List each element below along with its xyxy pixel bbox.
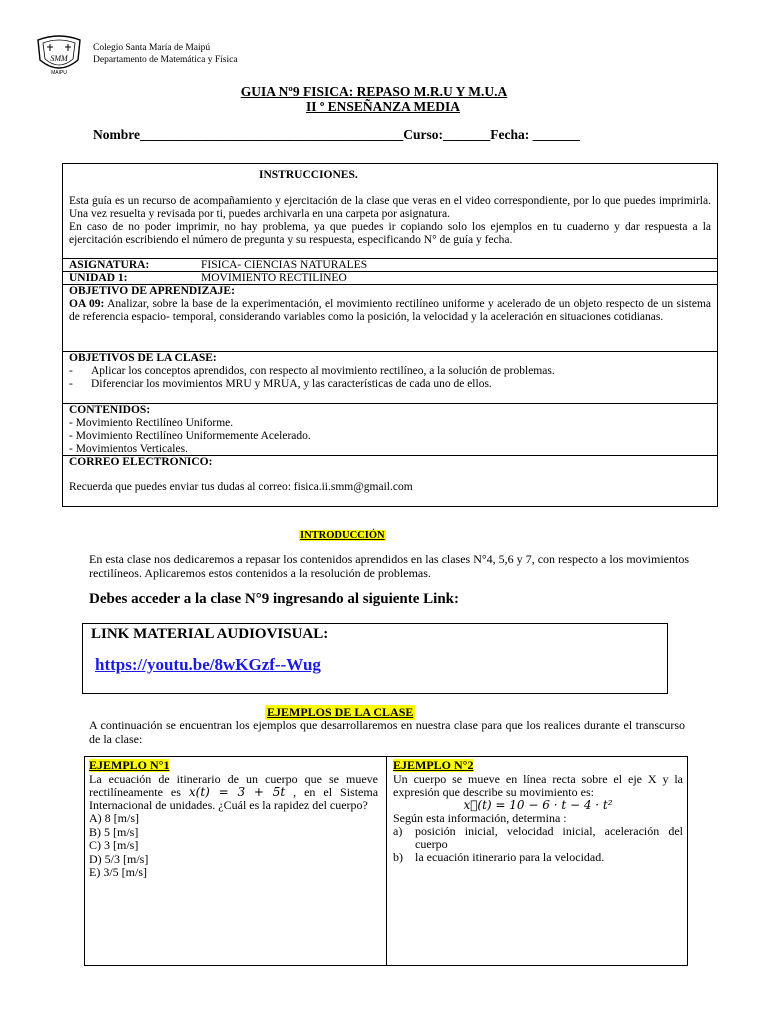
example-1-equation: x(t) = 3 + 5t bbox=[188, 785, 286, 799]
instructions-text-1: Esta guía es un recurso de acompañamiento y ejercitación de la clase que veras en el video correspondiente, por lo que puedes imprimirla. Una vez resuelta y revisada por ti, puedes archivarla en una carpeta por asignatura. bbox=[69, 195, 711, 220]
contents-list bbox=[69, 417, 711, 456]
examples-table bbox=[84, 756, 688, 966]
svg-text:SMM: SMM bbox=[50, 54, 68, 63]
example-1-options bbox=[89, 812, 378, 880]
instructions-heading: INSTRUCCIONES. bbox=[259, 169, 358, 181]
examples-heading: EJEMPLOS DE LA CLASE bbox=[267, 705, 414, 719]
examples-intro: A continuación se encuentran los ejemplos que desarrollaremos en nuestra clase para que los realices durante el transcurso de la clase: bbox=[89, 718, 685, 746]
subject-value: FISICA- CIENCIAS NATURALES bbox=[201, 259, 368, 271]
example-1-title: EJEMPLO N°1 bbox=[89, 758, 170, 772]
example-2-text-2: Según esta información, determina : bbox=[393, 811, 567, 825]
access-instruction: Debes acceder a la clase N°9 ingresando al siguiente Link: bbox=[89, 591, 460, 607]
instructions-text-2: En caso de no poder imprimir, no hay problema, ya que puedes ir copiando solo los ejemplos en tu cuaderno y dar respuesta a la ejercitación escribiendo el número de pregunta y su respuesta, especificando N° de guía y fecha. bbox=[69, 221, 711, 246]
subject-label: ASIGNATURA: bbox=[69, 259, 150, 271]
student-form-line: Nombre_______________________________________Curso:_______Fecha: _______ bbox=[93, 127, 580, 142]
example-2-text: Un cuerpo se mueve en línea recta sobre el eje X y la expresión que describe su movimiento es: bbox=[393, 772, 683, 799]
unit-label: UNIDAD 1: bbox=[69, 272, 128, 284]
learning-objective-text bbox=[69, 298, 711, 324]
learning-objective-body: Analizar, sobre la base de la experimentación, el movimiento rectilíneo uniforme y acelerado de un objeto respecto de un sistema de referencia espacio- temporal, considerando variables como la posición, la velocidad y la aceleración en situaciones cotidianas. bbox=[69, 298, 711, 323]
option-item: D) 5/3 [m/s] bbox=[89, 851, 149, 866]
class-objectives-heading: OBJETIVOS DE LA CLASE: bbox=[69, 352, 217, 364]
option-item: C) 3 [m/s] bbox=[89, 838, 139, 852]
email-text: Recuerda que puedes enviar tus dudas al correo: fisica.ii.smm@gmail.com bbox=[69, 481, 413, 493]
example-2 bbox=[393, 759, 683, 864]
contents-heading: CONTENIDOS: bbox=[69, 404, 151, 416]
example-1 bbox=[89, 759, 378, 880]
option-item: E) 3/5 [m/s] bbox=[89, 865, 147, 879]
school-logo bbox=[34, 34, 84, 76]
class-objectives-list bbox=[69, 365, 711, 391]
video-link[interactable]: https://youtu.be/8wKGzf--Wug bbox=[95, 655, 321, 674]
guide-title: GUIA Nº9 FISICA: REPASO M.R.U Y M.U.A bbox=[240, 84, 508, 99]
guide-subtitle: II º ENSEÑANZA MEDIA bbox=[305, 99, 461, 114]
option-item: A) 8 [m/s] bbox=[89, 811, 139, 825]
list-item: b) la ecuación itinerario para la velocidad. bbox=[393, 850, 605, 864]
example-2-title: EJEMPLO N°2 bbox=[393, 758, 474, 772]
intro-heading: INTRODUCCIÓN bbox=[300, 530, 385, 541]
department-name: Departamento de Matemática y Física bbox=[93, 55, 238, 65]
list-item: a) posición inicial, velocidad inicial, aceleración del cuerpo bbox=[393, 824, 683, 851]
list-item: - Diferenciar los movimientos MRU y MRUA, y las características de cada uno de ellos. bbox=[69, 378, 492, 390]
info-box bbox=[62, 163, 718, 507]
school-name: Colegio Santa María de Maipú bbox=[93, 43, 211, 53]
learning-objective-code: OA 09: bbox=[69, 298, 105, 310]
list-item: - Movimiento Rectilíneo Uniforme. bbox=[69, 417, 234, 429]
link-label: LINK MATERIAL AUDIOVISUAL: bbox=[91, 626, 329, 642]
intro-text: En esta clase nos dedicaremos a repasar los contenidos aprendidos en las clases N°4, 5,6 y 7, con respecto a los movimientos rectilíneos. Aplicaremos estos contenidos a la resolución de problemas. bbox=[89, 552, 689, 580]
unit-value: MOVIMIENTO RECTILINEO bbox=[201, 272, 347, 284]
example-2-equation: x⃗(t) = 10 − 6 · t − 4 · t² bbox=[463, 798, 613, 812]
email-heading: CORREO ELECTRONICO: bbox=[69, 456, 213, 468]
list-item: - Movimientos Verticales. bbox=[69, 443, 188, 455]
school-header bbox=[93, 42, 238, 66]
svg-text:MAIPU: MAIPU bbox=[51, 70, 67, 76]
link-box bbox=[82, 623, 668, 694]
list-item: - Movimiento Rectilíneo Uniformemente Acelerado. bbox=[69, 430, 311, 442]
list-item: - Aplicar los conceptos aprendidos, con respecto al movimiento rectilíneo, a la solución de problemas. bbox=[69, 365, 555, 377]
example-1-text: La ecuación de itinerario de un cuerpo que se mueve rectilíneamente es x(t) = 3 + 5t , en el Sistema Internacional de unidades. ¿Cuál es la rapidez del cuerpo? bbox=[89, 772, 379, 812]
option-item: B) 5 [m/s] bbox=[89, 824, 139, 839]
learning-objective-heading: OBJETIVO DE APRENDIZAJE: bbox=[69, 285, 235, 297]
